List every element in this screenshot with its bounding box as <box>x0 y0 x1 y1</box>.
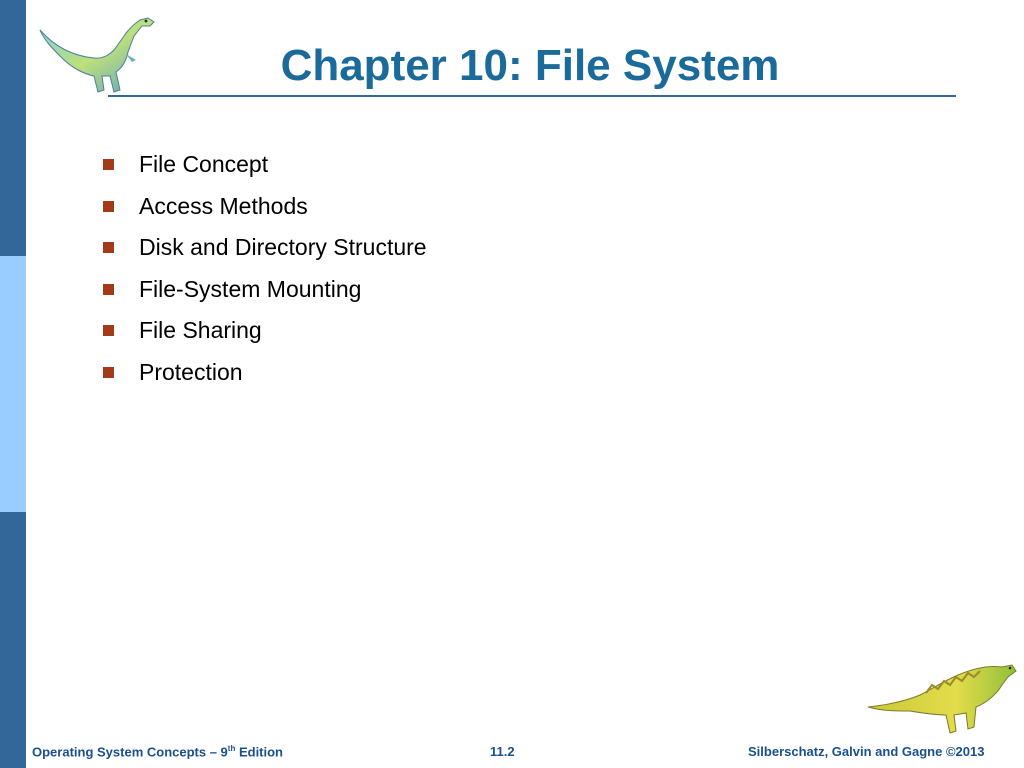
square-bullet-icon <box>103 159 114 170</box>
square-bullet-icon <box>103 242 114 253</box>
square-bullet-icon <box>103 325 114 336</box>
dinosaur-icon <box>862 655 1018 745</box>
list-item <box>103 310 427 352</box>
square-bullet-icon <box>103 367 114 378</box>
footer-book-suffix: Edition <box>235 744 284 760</box>
title-underline <box>108 95 956 97</box>
sidebar-segment-top <box>0 0 26 256</box>
bullet-text: File Concept <box>139 151 269 178</box>
list-item <box>103 144 427 186</box>
bullet-text: Disk and Directory Structure <box>139 234 427 261</box>
bullet-text: File Sharing <box>139 317 262 344</box>
sidebar-stripe <box>0 0 26 768</box>
square-bullet-icon <box>103 284 114 295</box>
bullet-list <box>103 144 427 393</box>
bullet-text: Access Methods <box>139 192 308 219</box>
bullet-text: File-System Mounting <box>139 275 362 302</box>
footer-book-superscript: th <box>227 744 236 753</box>
bullet-text: Protection <box>139 358 243 385</box>
sidebar-segment-bottom <box>0 512 26 768</box>
footer-copyright: Silberschatz, Galvin and Gagne ©2013 <box>748 744 985 759</box>
sidebar-segment-middle <box>0 256 26 512</box>
footer-book-title <box>32 744 283 759</box>
list-item <box>103 352 427 394</box>
square-bullet-icon <box>103 201 114 212</box>
dinosaur-icon <box>36 6 158 96</box>
list-item <box>103 186 427 228</box>
slide-title: Chapter 10: File System <box>280 41 780 90</box>
footer-page-number: 11.2 <box>490 744 515 759</box>
footer-book-prefix: Operating System Concepts – 9 <box>32 744 228 760</box>
list-item <box>103 269 427 311</box>
list-item <box>103 227 427 269</box>
